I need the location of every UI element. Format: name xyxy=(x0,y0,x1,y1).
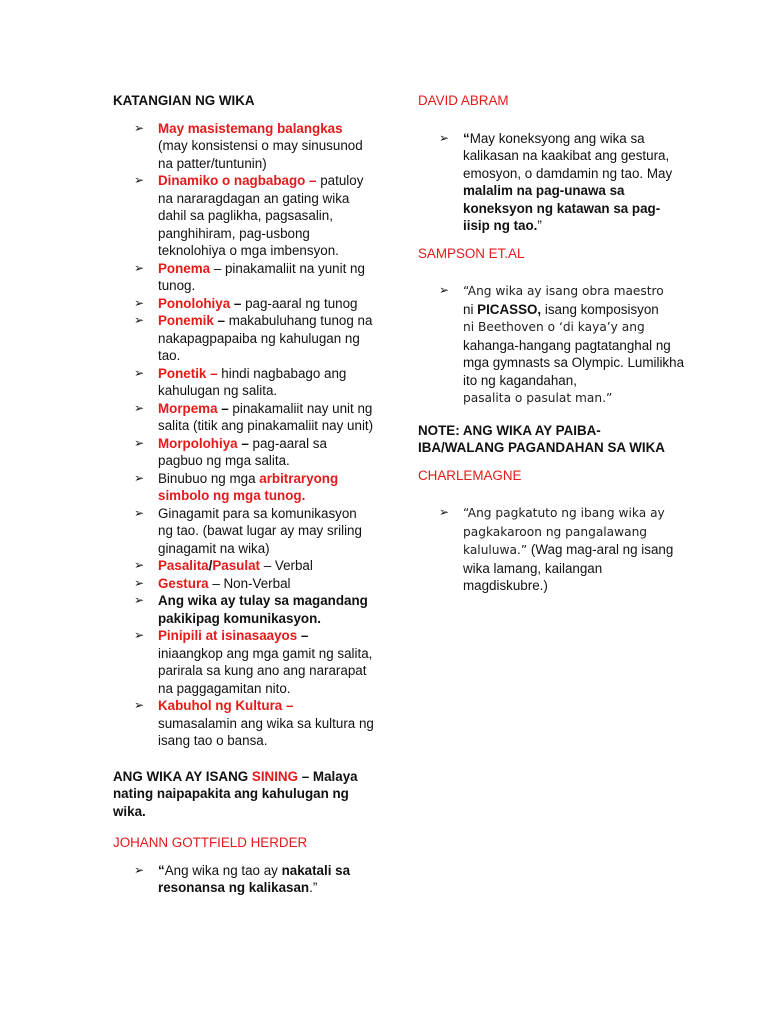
arrow-bullet-icon: ➢ xyxy=(134,862,145,877)
list-item: ➢ “May koneksyong ang wika sa kalikasan na kaakibat ang gestura, emosyon, o damdamin ng tao. May malalim na pag-unawa sa koneksyon ng katawan sa pag-iisip ng tao.” xyxy=(439,130,673,233)
sining-statement: ANG WIKA AY ISANG SINING – Malaya nating naipapakita ang kahulugan ng wika. xyxy=(113,768,358,819)
charlemagne-heading: CHARLEMAGNE xyxy=(418,467,522,483)
arrow-bullet-icon: ➢ xyxy=(134,593,145,607)
arrow-bullet-icon: ➢ xyxy=(134,470,145,485)
arrow-bullet-icon: ➢ xyxy=(134,260,145,275)
list-item: ➢ Pinipili at isinasaayos – iniaangkop ang mga gamit ng salita, parirala sa kung ano ang nararapat na paggagamitan nito. xyxy=(134,628,373,696)
arrow-bullet-icon: ➢ xyxy=(134,120,145,135)
list-item: ➢ Pasalita/Pasulat – Verbal xyxy=(134,558,313,573)
sampson-quote xyxy=(418,282,686,408)
arrow-bullet-icon: ➢ xyxy=(134,698,145,712)
arrow-bullet-icon: ➢ xyxy=(134,313,145,327)
list-item: ➢ “Ang wika ng tao ay nakatali sa resonansa ng kalikasan.” xyxy=(134,862,351,895)
arrow-bullet-icon: ➢ xyxy=(134,400,145,415)
list-item: ➢ Gestura – Non-Verbal xyxy=(134,575,291,591)
arrow-bullet-icon: ➢ xyxy=(134,505,145,520)
herder-heading: JOHANN GOTTFIELD HERDER xyxy=(113,835,308,850)
list-item: ➢ May masistemang balangkas (may konsistensi o may sinusunod na patter/tuntunin) xyxy=(134,120,363,171)
list-item: ➢ Dinamiko o nagbabago – patuloy na nararagdagan an gating wika dahil sa paglikha, pagsasalin, panghihiram, pag-usbong teknolohiya o mga imbensyon. xyxy=(134,173,364,258)
herder-quote xyxy=(113,862,375,897)
abram-quote xyxy=(418,130,686,235)
katangian-list xyxy=(113,120,375,750)
list-item: ➢ Ginagamit para sa komunikasyon ng tao. (bawat lugar ay may sriling ginagamit na wika) xyxy=(134,505,362,556)
list-item: ➢ Kabuhol ng Kultura – sumasalamin ang wika sa kultura ng isang tao o bansa. xyxy=(134,698,374,748)
arrow-bullet-icon: ➢ xyxy=(134,628,145,642)
arrow-bullet-icon: ➢ xyxy=(134,575,145,590)
list-item: ➢ Morpema – pinakamaliit nay unit ng salita (titik ang pinakamaliit nay unit) xyxy=(134,400,374,433)
arrow-bullet-icon: ➢ xyxy=(134,435,145,450)
list-item: ➢ Ponolohiya – pag-aaral ng tunog xyxy=(134,295,358,311)
charlemagne-quote xyxy=(418,504,686,595)
list-item: ➢ Ponema – pinakamaliit na yunit ng tunog. xyxy=(134,260,365,293)
list-item: ➢ Ponetik – hindi nagbabago ang kahulugan ng salita. xyxy=(134,365,347,398)
arrow-bullet-icon: ➢ xyxy=(134,365,145,380)
arrow-bullet-icon: ➢ xyxy=(134,295,145,310)
list-item: ➢ “Ang wika ay isang obra maestro ni PICASSO, isang komposisyon ni Beethoven o ‘di kaya’y ang kahanga-hangang pagtatanghal ng mga gymnasts sa Olympic. Lumilikha ito ng kagandahan, pasalita o pasulat man.” xyxy=(439,283,685,405)
katangian-heading: KATANGIAN NG WIKA xyxy=(113,93,255,108)
arrow-bullet-icon: ➢ xyxy=(439,130,450,145)
abram-heading: DAVID ABRAM xyxy=(418,93,509,108)
sampson-heading: SAMPSON ET.AL xyxy=(418,245,525,261)
note-text: NOTE: ANG WIKA AY PAIBA-IBA/WALANG PAGANDAHAN SA WIKA xyxy=(418,422,665,455)
left-column xyxy=(113,92,375,897)
arrow-bullet-icon: ➢ xyxy=(439,505,450,519)
list-item: ➢ Binubuo ng mga arbitraryong simbolo ng mga tunog. xyxy=(134,470,339,503)
list-item: ➢ Morpolohiya – pag-aaral sa pagbuo ng mga salita. xyxy=(134,435,327,468)
list-item: ➢ Ang wika ay tulay sa magandang pakikipag komunikasyon. xyxy=(134,593,368,626)
list-item: ➢ “Ang pagkatuto ng ibang wika ay pagkakaroon ng pangalawang kaluluwa.” (Wag mag-aral ng isang wika lamang, kailangan magdiskubre.) xyxy=(439,505,674,593)
arrow-bullet-icon: ➢ xyxy=(134,173,145,187)
right-column xyxy=(418,92,686,595)
arrow-bullet-icon: ➢ xyxy=(439,283,450,297)
list-item: ➢ Ponemik – makabuluhang tunog na nakapagpapaiba ng kahulugan ng tao. xyxy=(134,313,373,363)
arrow-bullet-icon: ➢ xyxy=(134,558,145,572)
